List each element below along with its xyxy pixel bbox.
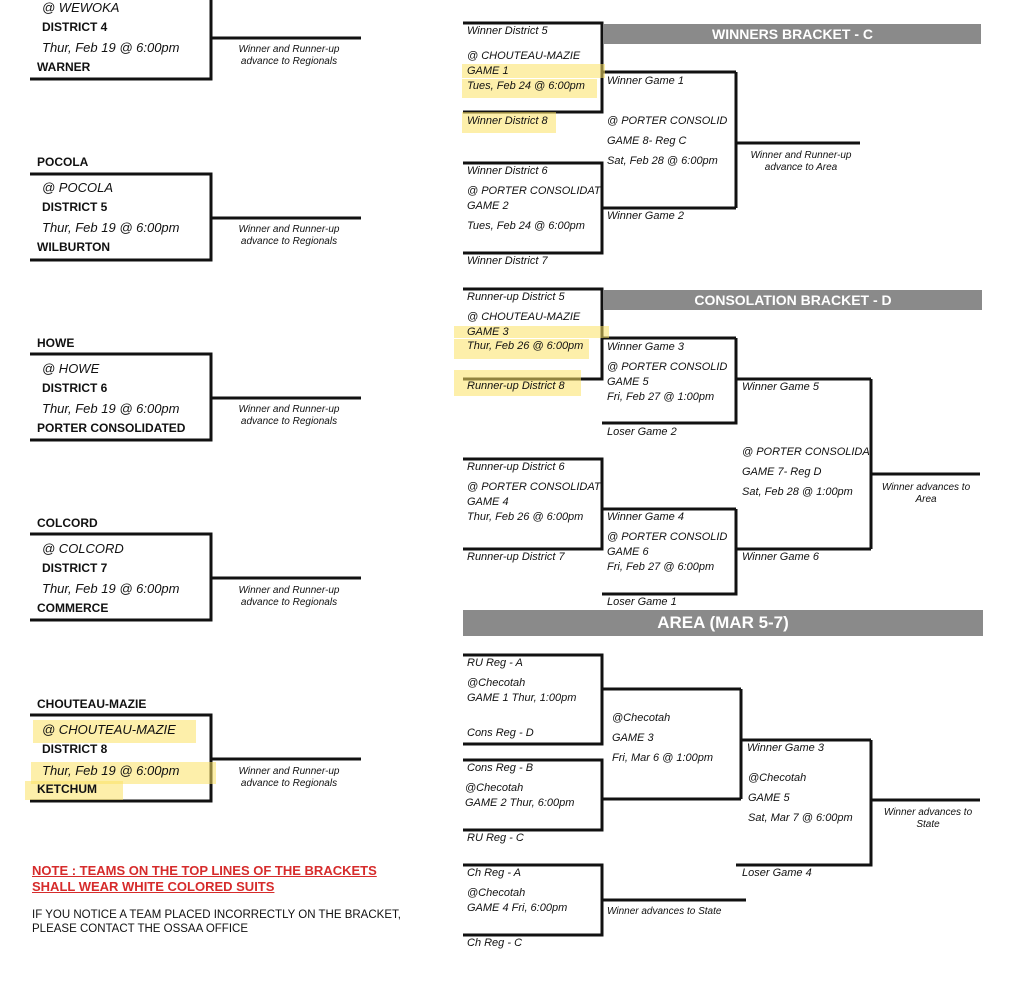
- area-game4-bottom: Ch Reg - C: [467, 937, 523, 949]
- area-game4-top: Ch Reg - A: [467, 867, 522, 879]
- area-game2-top: Cons Reg - B: [467, 762, 534, 774]
- district-5-label: DISTRICT 5: [42, 200, 108, 214]
- wb-game2-venue: @ PORTER CONSOLIDAT: [467, 185, 601, 197]
- wb-game2-bottom: Winner District 7: [467, 255, 548, 267]
- cb-game5-date: Fri, Feb 27 @ 1:00pm: [607, 391, 715, 403]
- district-5-bottom-team: WILBURTON: [37, 240, 111, 254]
- winners-bracket-header: WINNERS BRACKET - C: [604, 24, 981, 44]
- area-game2-info: GAME 2 Thur, 6:00pm: [465, 797, 575, 809]
- cb-game3-top: Runner-up District 5: [467, 291, 565, 303]
- area-game5-bottom: Loser Game 4: [742, 867, 812, 879]
- district-8-top-team: CHOUTEAU-MAZIE: [37, 697, 147, 711]
- district-4-venue: @ WEWOKA: [42, 0, 120, 15]
- cb-game3-date: Thur, Feb 26 @ 6:00pm: [454, 339, 589, 359]
- wb-game8-bottom: Winner Game 2: [607, 210, 684, 222]
- wb-game1-bottom: Winner District 8: [462, 112, 556, 133]
- area-game3-venue: @Checotah: [612, 712, 671, 724]
- district-4-label: DISTRICT 4: [42, 20, 108, 34]
- cb-game3-bottom: Runner-up District 8: [454, 370, 581, 396]
- cb-game3-venue: @ CHOUTEAU-MAZIE: [467, 311, 581, 323]
- district-4-date: Thur, Feb 19 @ 6:00pm: [42, 40, 180, 55]
- cb-game7-label: GAME 7- Reg D: [742, 466, 822, 478]
- note-red-line-2: SHALL WEAR WHITE COLORED SUITS: [32, 879, 275, 894]
- cb-result-note: Winner advances to Area: [881, 482, 971, 505]
- district-6-top-team: HOWE: [37, 336, 75, 350]
- cb-game4-date: Thur, Feb 26 @ 6:00pm: [467, 511, 584, 523]
- district-7-note: Winner and Runner-up advance to Regionals: [238, 585, 340, 608]
- cb-game4-top: Runner-up District 6: [467, 461, 565, 473]
- district-6-label: DISTRICT 6: [42, 381, 108, 395]
- consolation-bracket-header: CONSOLATION BRACKET - D: [604, 290, 982, 310]
- area-game1-top: RU Reg - A: [467, 657, 523, 669]
- area-game4-result: Winner advances to State: [607, 906, 722, 917]
- district-4-note: Winner and Runner-up advance to Regionals: [238, 44, 340, 67]
- district-4-bottom-team: WARNER: [37, 60, 91, 74]
- district-5-top-team: POCOLA: [37, 155, 89, 169]
- cb-game5-label: GAME 5: [607, 376, 649, 388]
- district-8-label: DISTRICT 8: [42, 742, 108, 756]
- district-7-top-team: COLCORD: [37, 516, 98, 530]
- wb-game2-label: GAME 2: [467, 200, 509, 212]
- district-8-note: Winner and Runner-up advance to Regionals: [238, 766, 340, 789]
- area-game5-top: Winner Game 3: [747, 742, 824, 754]
- cb-game6-date: Fri, Feb 27 @ 6:00pm: [607, 561, 715, 573]
- wb-game1-label: GAME 1: [462, 64, 605, 78]
- district-7-bottom-team: COMMERCE: [37, 601, 109, 615]
- wb-game2-date: Tues, Feb 24 @ 6:00pm: [467, 220, 585, 232]
- wb-game1-date: Tues, Feb 24 @ 6:00pm: [462, 79, 597, 98]
- area-game4-venue: @Checotah: [467, 887, 526, 899]
- district-8-date: Thur, Feb 19 @ 6:00pm: [31, 762, 216, 784]
- cb-game3-label: GAME 3: [454, 326, 609, 338]
- cb-game6-top: Winner Game 4: [607, 511, 684, 523]
- cb-game5-top: Winner Game 3: [607, 341, 684, 353]
- cb-game7-venue: @ PORTER CONSOLIDA: [742, 446, 870, 458]
- district-5-venue: @ POCOLA: [42, 180, 113, 195]
- area-game1-bottom: Cons Reg - D: [467, 727, 534, 739]
- wb-result-note: Winner and Runner-up advance to Area: [750, 150, 852, 173]
- area-game5-venue: @Checotah: [748, 772, 807, 784]
- cb-game6-label: GAME 6: [607, 546, 649, 558]
- cb-game4-label: GAME 4: [467, 496, 509, 508]
- cb-game4-bottom: Runner-up District 7: [467, 551, 565, 563]
- district-7-date: Thur, Feb 19 @ 6:00pm: [42, 581, 180, 596]
- area-game5-label: GAME 5: [748, 792, 790, 804]
- district-6-venue: @ HOWE: [42, 361, 100, 376]
- cb-game5-venue: @ PORTER CONSOLID: [607, 361, 728, 373]
- district-7-label: DISTRICT 7: [42, 561, 108, 575]
- note-red-line-1: NOTE : TEAMS ON THE TOP LINES OF THE BRACKETS: [32, 863, 377, 878]
- district-8-venue: @ CHOUTEAU-MAZIE: [33, 720, 196, 743]
- area-game2-venue: @Checotah: [465, 782, 524, 794]
- district-6-note: Winner and Runner-up advance to Regionals: [238, 404, 340, 427]
- district-5-note: Winner and Runner-up advance to Regionals: [238, 224, 340, 247]
- wb-game8-venue: @ PORTER CONSOLID: [607, 115, 728, 127]
- wb-game8-label: GAME 8- Reg C: [607, 135, 687, 147]
- wb-game2-top: Winner District 6: [467, 165, 548, 177]
- area-game5-date: Sat, Mar 7 @ 6:00pm: [748, 812, 853, 824]
- wb-game1-top: Winner District 5: [467, 25, 548, 37]
- cb-game7-date: Sat, Feb 28 @ 1:00pm: [742, 486, 853, 498]
- wb-game8-date: Sat, Feb 28 @ 6:00pm: [607, 155, 718, 167]
- area-game3-date: Fri, Mar 6 @ 1:00pm: [612, 752, 714, 764]
- area-game3-label: GAME 3: [612, 732, 654, 744]
- cb-game7-top: Winner Game 5: [742, 381, 819, 393]
- district-5-date: Thur, Feb 19 @ 6:00pm: [42, 220, 180, 235]
- district-7-venue: @ COLCORD: [42, 541, 124, 556]
- area-game2-bottom: RU Reg - C: [467, 832, 524, 844]
- note-line-2: PLEASE CONTACT THE OSSAA OFFICE: [32, 923, 248, 935]
- cb-game4-venue: @ PORTER CONSOLIDAT: [467, 481, 601, 493]
- note-line-1: IF YOU NOTICE A TEAM PLACED INCORRECTLY ON THE BRACKET,: [32, 909, 401, 921]
- area-game1-venue: @Checotah: [467, 677, 526, 689]
- district-6-bottom-team: PORTER CONSOLIDATED: [37, 421, 186, 435]
- cb-game7-bottom: Winner Game 6: [742, 551, 819, 563]
- cb-game5-bottom: Loser Game 2: [607, 426, 677, 438]
- area-result-note: Winner advances to State: [883, 807, 973, 830]
- district-6-date: Thur, Feb 19 @ 6:00pm: [42, 401, 180, 416]
- cb-game6-venue: @ PORTER CONSOLID: [607, 531, 728, 543]
- wb-game8-top: Winner Game 1: [607, 75, 684, 87]
- cb-game6-bottom: Loser Game 1: [607, 596, 677, 608]
- district-8-bottom-team: KETCHUM: [25, 781, 123, 800]
- area-game1-info: GAME 1 Thur, 1:00pm: [467, 692, 577, 704]
- area-game4-info: GAME 4 Fri, 6:00pm: [467, 902, 568, 914]
- wb-game1-venue: @ CHOUTEAU-MAZIE: [467, 50, 581, 62]
- area-header: AREA (MAR 5-7): [463, 610, 983, 636]
